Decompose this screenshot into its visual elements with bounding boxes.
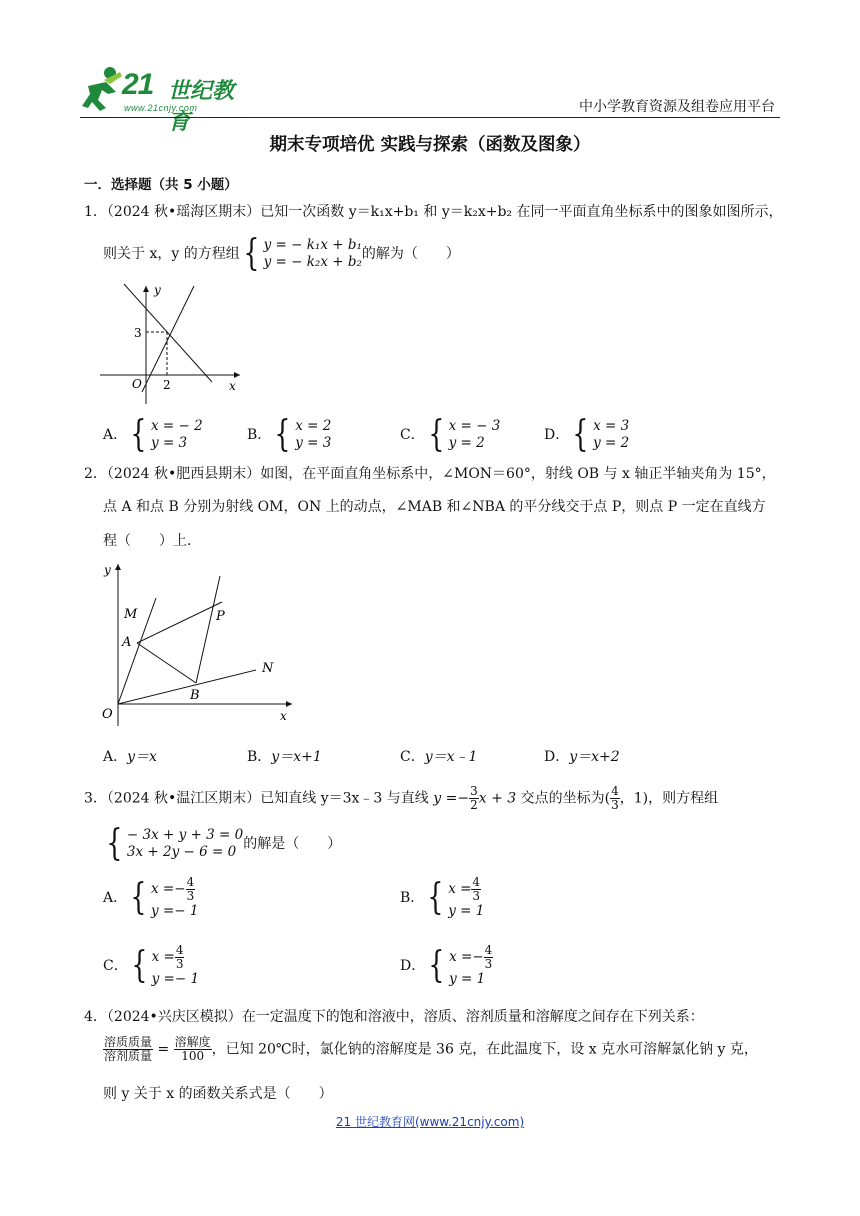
header-divider bbox=[80, 117, 780, 118]
point-b-label: B bbox=[190, 688, 200, 703]
origin-label: O bbox=[132, 377, 142, 391]
q3-option-a[interactable] bbox=[103, 876, 198, 920]
denominator: 3 bbox=[484, 957, 493, 971]
q2-option-c[interactable] bbox=[400, 746, 477, 766]
question-text: 交点的坐标为( bbox=[520, 790, 611, 807]
option-label: C． bbox=[103, 958, 128, 974]
q1-option-a[interactable] bbox=[103, 414, 203, 455]
option-label: A． bbox=[103, 890, 128, 906]
option-system: { x = $\frac{4}{3}$ y = 1 bbox=[427, 875, 485, 919]
option-label: C． bbox=[400, 749, 425, 765]
equation: y = − k₁x + b₁ bbox=[263, 237, 362, 253]
equation: y = 2 bbox=[448, 435, 485, 451]
question-text: ，1)，则方程组 bbox=[619, 790, 719, 807]
y-tick-label: 3 bbox=[134, 326, 142, 340]
y-axis-label: y bbox=[154, 283, 161, 297]
equals-sign: = bbox=[157, 1041, 170, 1058]
logo-text: 世纪教育 bbox=[168, 79, 235, 135]
q1-option-b[interactable] bbox=[247, 414, 332, 455]
y-axis-label: y bbox=[104, 563, 111, 577]
option-label: A． bbox=[103, 749, 128, 765]
option-label: A． bbox=[103, 427, 128, 443]
equation: y = 2 bbox=[593, 435, 630, 451]
question-4-line-2 bbox=[103, 1036, 793, 1063]
equation-system: { − 3x + y + 3 = 0 3x + 2y − 6 = 0 bbox=[106, 823, 244, 864]
header-tagline: 中小学教育资源及组卷应用平台 bbox=[579, 99, 775, 115]
fraction bbox=[174, 1036, 212, 1063]
question-text: 已知一次函数 y＝k₁x+b₁ 和 y＝k₂x+b₂ 在同一平面直角坐标系中的图象如图所示， bbox=[260, 204, 783, 220]
numerator: 4 bbox=[175, 943, 184, 957]
question-source: （2024 秋•瑶海区期末） bbox=[106, 204, 261, 220]
numerator: 4 bbox=[484, 943, 493, 957]
question-text: 的解是（ ） bbox=[243, 836, 342, 852]
numerator: 4 bbox=[472, 875, 481, 889]
numerator: 溶质质量 bbox=[104, 1035, 153, 1049]
site-logo bbox=[80, 64, 255, 135]
numerator: 溶解度 bbox=[174, 1035, 211, 1049]
question-text: 如图，在平面直角坐标系中，∠MON＝60°，射线 OB 与 x 轴正半轴夹角为 15°， bbox=[260, 466, 776, 482]
q3-option-b[interactable] bbox=[400, 876, 484, 920]
question-text: 的解为（ ） bbox=[361, 246, 460, 262]
question-number: 3． bbox=[84, 790, 107, 807]
fraction bbox=[103, 1036, 153, 1063]
option-label: B． bbox=[400, 890, 425, 906]
option-system: { x =− $\frac{4}{3}$ y =− 1 bbox=[130, 875, 199, 919]
option-system: { x = 2 y = 3 bbox=[274, 414, 332, 455]
q3-option-c[interactable] bbox=[103, 944, 199, 988]
equation: y =− 1 bbox=[151, 971, 200, 987]
option-system: { x = 3 y = 2 bbox=[572, 414, 630, 455]
denominator: 100 bbox=[181, 1049, 205, 1063]
question-2-line-3: 程（ ）上． bbox=[103, 533, 201, 549]
line-equation: x + 3 bbox=[478, 790, 517, 807]
equation bbox=[151, 876, 198, 903]
question-3-line-1 bbox=[84, 785, 794, 812]
equation-part: x = bbox=[151, 949, 175, 965]
question-text: 已知直线 y＝3x﹣3 与直线 bbox=[260, 790, 429, 807]
option-label: D． bbox=[544, 427, 570, 443]
option-label: D． bbox=[544, 749, 570, 765]
question-4-line-3: 则 y 关于 x 的函数关系式是（ ） bbox=[103, 1086, 333, 1102]
section-heading: 一．选择题（共 5 小题） bbox=[84, 177, 238, 193]
option-label: D． bbox=[400, 958, 426, 974]
q2-option-b[interactable] bbox=[247, 746, 322, 766]
option-system: { x = $\frac{4}{3}$ y =− 1 bbox=[131, 943, 200, 987]
denominator: 溶剂质量 bbox=[104, 1049, 153, 1063]
equation-part: x = bbox=[448, 881, 472, 897]
x-axis-label: x bbox=[229, 379, 236, 393]
question-text: ，已知 20℃时，氯化钠的溶解度是 36 克，在此温度下，设 x 克水可溶解氯化钠 y 克， bbox=[211, 1041, 758, 1058]
equation: y = 3 bbox=[151, 435, 188, 451]
question-2-line-2: 点 A 和点 B 分别为射线 OM，ON 上的动点，∠MAB 和∠NBA 的平分线交于点 P，则点 P 一定在直线方 bbox=[103, 499, 766, 515]
q1-graph bbox=[98, 282, 243, 408]
fraction bbox=[469, 785, 479, 812]
option-text: y＝x﹣1 bbox=[424, 749, 478, 765]
equation bbox=[448, 876, 484, 903]
equation: x = 2 bbox=[295, 418, 332, 434]
point-a-label: A bbox=[122, 635, 132, 650]
point-n-label: N bbox=[262, 661, 274, 676]
question-2-line-1 bbox=[84, 464, 794, 484]
denominator: 3 bbox=[175, 957, 184, 971]
question-number: 2． bbox=[84, 466, 107, 482]
numerator: 4 bbox=[611, 784, 619, 798]
line-equation: y =− bbox=[433, 790, 470, 807]
question-number: 4． bbox=[84, 1009, 107, 1025]
equation: x = − 2 bbox=[151, 418, 203, 434]
fraction bbox=[610, 785, 620, 812]
fraction bbox=[471, 876, 481, 903]
question-4-line-1 bbox=[84, 1007, 794, 1027]
denominator: 3 bbox=[186, 889, 195, 903]
fraction bbox=[186, 876, 196, 903]
logo-url: www.21cnjy.com bbox=[124, 103, 198, 113]
equation: y = − k₂x + b₂ bbox=[263, 254, 362, 270]
equation: y =− 1 bbox=[151, 903, 199, 919]
equation: x = 3 bbox=[593, 418, 630, 434]
option-label: C． bbox=[400, 427, 425, 443]
page-title: 期末专项培优 实践与探索（函数及图象） bbox=[269, 135, 591, 155]
equation-system: { y = − k₁x + b₁ y = − k₂x + b₂ bbox=[243, 233, 362, 274]
x-axis-label: x bbox=[280, 709, 287, 723]
fraction bbox=[484, 944, 494, 971]
question-text: 在一定温度下的饱和溶液中，溶质、溶剂质量和溶解度之间存在下列关系： bbox=[241, 1009, 704, 1025]
question-3-line-2 bbox=[103, 823, 342, 864]
question-source: （2024 秋•温江区期末） bbox=[106, 790, 261, 807]
question-1-line-2 bbox=[103, 233, 460, 274]
option-text: y＝x+2 bbox=[569, 749, 620, 765]
equation-part: x =− bbox=[449, 949, 484, 965]
numerator: 4 bbox=[186, 875, 195, 889]
denominator: 2 bbox=[470, 798, 478, 812]
q1-option-c[interactable] bbox=[400, 414, 501, 455]
option-label: B． bbox=[247, 749, 272, 765]
equation bbox=[449, 944, 493, 971]
fraction bbox=[175, 944, 185, 971]
x-tick-label: 2 bbox=[163, 378, 171, 392]
question-text: 则关于 x，y 的方程组 bbox=[103, 246, 240, 262]
option-system: { x =− $\frac{4}{3}$ y = 1 bbox=[428, 943, 493, 987]
question-source: （2024•兴庆区模拟） bbox=[106, 1009, 242, 1025]
point-o-label: O bbox=[102, 707, 113, 722]
question-1-line-1 bbox=[84, 202, 784, 222]
equation: y = 1 bbox=[449, 971, 486, 987]
runner-logo-icon bbox=[80, 64, 126, 114]
option-text: y＝x bbox=[127, 749, 157, 765]
question-number: 1． bbox=[84, 204, 107, 220]
logo-number: 21 bbox=[122, 68, 154, 101]
point-p-label: P bbox=[216, 609, 225, 624]
footer-link[interactable]: 21 世纪教育网(www.21cnjy.com) bbox=[335, 1115, 525, 1129]
equation: x = − 3 bbox=[448, 418, 501, 434]
point-m-label: M bbox=[124, 607, 138, 622]
equation bbox=[152, 944, 199, 971]
option-system: { x = − 2 y = 3 bbox=[130, 414, 203, 455]
denominator: 3 bbox=[611, 798, 619, 812]
equation: 3x + 2y − 6 = 0 bbox=[126, 844, 237, 860]
option-label: B． bbox=[247, 427, 272, 443]
q3-option-d[interactable] bbox=[400, 944, 493, 988]
q2-option-a[interactable] bbox=[103, 746, 157, 766]
q2-option-d[interactable] bbox=[544, 746, 620, 766]
question-source: （2024 秋•肥西县期末） bbox=[106, 466, 261, 482]
option-text: y＝x+1 bbox=[271, 749, 322, 765]
equation-part: x =− bbox=[151, 881, 186, 897]
q1-option-d[interactable] bbox=[544, 414, 630, 455]
equation: y = 1 bbox=[448, 903, 485, 919]
numerator: 3 bbox=[470, 784, 478, 798]
equation: y = 3 bbox=[295, 435, 332, 451]
q2-graph bbox=[98, 558, 298, 730]
option-system: { x = − 3 y = 2 bbox=[428, 414, 501, 455]
equation: − 3x + y + 3 = 0 bbox=[126, 827, 244, 843]
denominator: 3 bbox=[472, 889, 481, 903]
